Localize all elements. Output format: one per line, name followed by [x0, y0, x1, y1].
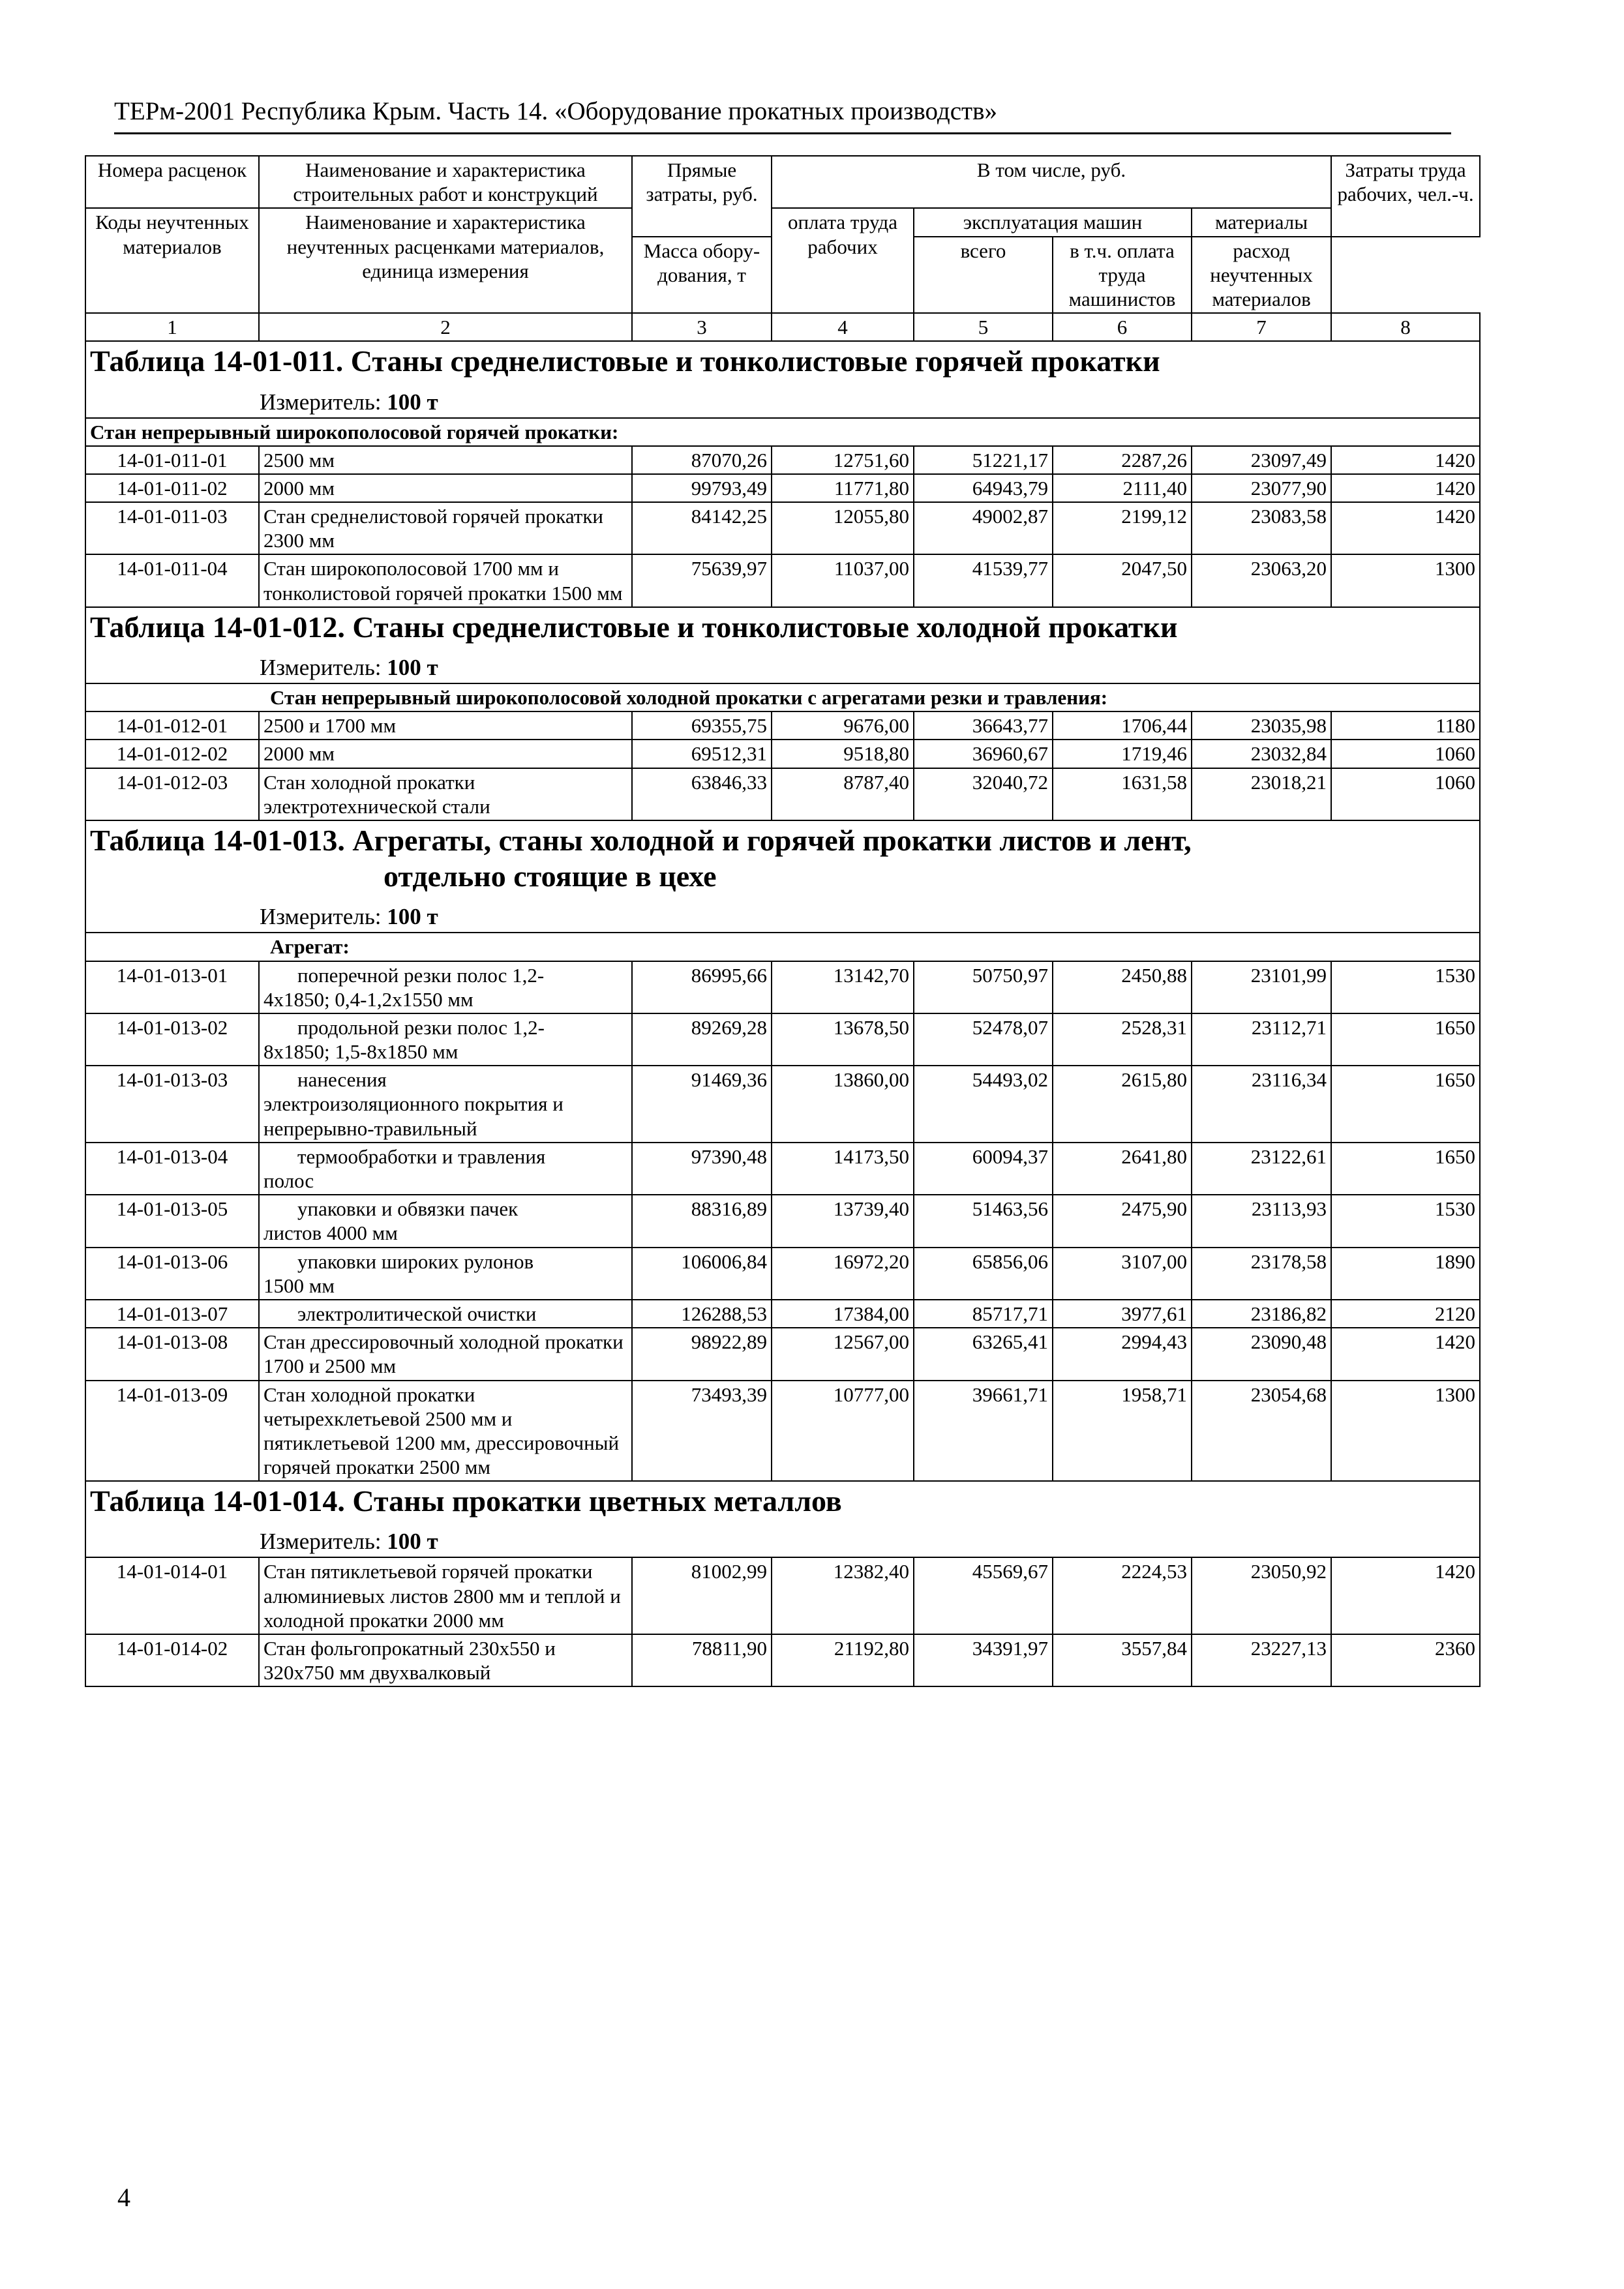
machines-cost: 64943,79	[914, 474, 1053, 502]
machinists-cost: 2528,31	[1053, 1013, 1192, 1066]
col8-bottom-heading: Масса обору-дования, т	[632, 237, 772, 314]
rate-name-first: упаковки и обвязки пачек	[297, 1197, 519, 1221]
materials-cost: 23032,84	[1192, 740, 1331, 768]
subheader: Стан непрерывный широкополосовой горячей прокатки:	[85, 418, 1480, 446]
machines-cost: 45569,67	[914, 1557, 1053, 1634]
rate-code: 14-01-013-06	[85, 1248, 259, 1300]
col5-heading: всего	[914, 237, 1053, 314]
rate-name-first: нанесения	[297, 1068, 387, 1092]
labor-cost: 13142,70	[772, 961, 914, 1013]
rate-name: 2000 мм	[259, 474, 632, 502]
materials-cost: 23186,82	[1192, 1300, 1331, 1328]
materials-cost: 23083,58	[1192, 502, 1331, 554]
direct-cost: 84142,25	[632, 502, 772, 554]
rate-code: 14-01-012-01	[85, 711, 259, 740]
rate-name	[259, 1195, 632, 1247]
materials-heading: материалы	[1192, 208, 1331, 236]
measure-line	[90, 903, 1475, 931]
direct-cost: 88316,89	[632, 1195, 772, 1247]
rate-name: Стан фольгопрокатный 230х550 и 320х750 мм двухвалковый	[259, 1634, 632, 1686]
equipment-mass: 1530	[1331, 1195, 1480, 1247]
machinists-cost: 2111,40	[1053, 474, 1192, 502]
labor-cost: 13678,50	[772, 1013, 914, 1066]
machinists-cost: 3977,61	[1053, 1300, 1192, 1328]
equipment-mass: 1890	[1331, 1248, 1480, 1300]
rate-name: Стан дрессировочный холодной прокатки 1700 и 2500 мм	[259, 1328, 632, 1380]
rate-name-first: упаковки широких рулонов	[297, 1249, 534, 1273]
table-row	[85, 474, 1480, 502]
direct-cost: 91469,36	[632, 1066, 772, 1143]
measure-label: Измеритель:	[260, 1529, 382, 1555]
measure-value: 100 т	[387, 1529, 438, 1555]
direct-cost: 75639,97	[632, 554, 772, 606]
table-row	[85, 1013, 1480, 1066]
equipment-mass: 1530	[1331, 961, 1480, 1013]
machinists-cost: 1958,71	[1053, 1381, 1192, 1482]
rate-name: 2000 мм	[259, 740, 632, 768]
machines-cost: 52478,07	[914, 1013, 1053, 1066]
equipment-mass: 1300	[1331, 1381, 1480, 1482]
machines-cost: 32040,72	[914, 768, 1053, 820]
rate-name-rest: 1500 мм	[263, 1274, 335, 1297]
machinists-cost: 2199,12	[1053, 502, 1192, 554]
col7-heading: расход неучтенных материалов	[1192, 237, 1331, 314]
rate-name	[259, 1066, 632, 1143]
rate-name: 2500 и 1700 мм	[259, 711, 632, 740]
rate-code: 14-01-014-02	[85, 1634, 259, 1686]
column-number: 7	[1192, 313, 1331, 341]
materials-cost: 23113,93	[1192, 1195, 1331, 1247]
materials-cost: 23227,13	[1192, 1634, 1331, 1686]
direct-cost: 106006,84	[632, 1248, 772, 1300]
labor-cost: 9518,80	[772, 740, 914, 768]
rate-code: 14-01-014-01	[85, 1557, 259, 1634]
materials-cost: 23116,34	[1192, 1066, 1331, 1143]
section-title-line1: Таблица 14-01-013. Агрегаты, станы холодной и горячей прокатки листов и лент,	[90, 823, 1192, 857]
machines-cost: 36643,77	[914, 711, 1053, 740]
section-title	[90, 822, 1475, 894]
table-row	[85, 554, 1480, 606]
section-title: Таблица 14-01-014. Станы прокатки цветных металлов	[90, 1484, 842, 1518]
equipment-mass: 1060	[1331, 740, 1480, 768]
column-number: 8	[1331, 313, 1480, 341]
section-title-line2: отдельно стоящие в цехе	[383, 860, 717, 893]
machinists-cost: 2994,43	[1053, 1328, 1192, 1380]
equipment-mass: 1060	[1331, 768, 1480, 820]
materials-cost: 23178,58	[1192, 1248, 1331, 1300]
rate-name-first: термообработки и травления	[297, 1144, 546, 1168]
measure-line	[90, 1528, 1475, 1555]
rate-name	[259, 961, 632, 1013]
machines-cost: 39661,71	[914, 1381, 1053, 1482]
subheader: Стан непрерывный широкополосовой холодной прокатки с агрегатами резки и травления:	[85, 683, 1480, 711]
machines-cost: 50750,97	[914, 961, 1053, 1013]
section-title: Таблица 14-01-012. Станы среднелистовые и тонколистовые холодной прокатки	[90, 610, 1178, 644]
materials-cost: 23035,98	[1192, 711, 1331, 740]
direct-cost: 97390,48	[632, 1143, 772, 1195]
header-rule	[114, 132, 1451, 134]
labor-cost: 13739,40	[772, 1195, 914, 1247]
rate-name-first: продольной резки полос 1,2-	[297, 1015, 545, 1039]
running-header: ТЕРм-2001 Республика Крым. Часть 14. «Оборудование прокатных производств»	[114, 97, 998, 125]
subheader-row	[85, 933, 1480, 961]
table-row	[85, 1634, 1480, 1686]
machinists-cost: 2641,80	[1053, 1143, 1192, 1195]
rate-name	[259, 1248, 632, 1300]
machinists-cost: 1719,46	[1053, 740, 1192, 768]
machinists-cost: 3107,00	[1053, 1248, 1192, 1300]
machines-cost: 51221,17	[914, 446, 1053, 474]
table-row	[85, 1381, 1480, 1482]
machines-cost: 65856,06	[914, 1248, 1053, 1300]
machinists-cost: 2475,90	[1053, 1195, 1192, 1247]
labor-cost: 21192,80	[772, 1634, 914, 1686]
direct-cost: 87070,26	[632, 446, 772, 474]
machinists-cost: 3557,84	[1053, 1634, 1192, 1686]
rate-code: 14-01-012-03	[85, 768, 259, 820]
rate-name-rest: 8х1850; 1,5-8х1850 мм	[263, 1040, 459, 1064]
machinists-cost: 2224,53	[1053, 1557, 1192, 1634]
machines-cost: 34391,97	[914, 1634, 1053, 1686]
rate-code: 14-01-012-02	[85, 740, 259, 768]
equipment-mass: 1420	[1331, 502, 1480, 554]
direct-cost: 89269,28	[632, 1013, 772, 1066]
rate-name-rest: листов 4000 мм	[263, 1221, 398, 1245]
rate-code: 14-01-013-03	[85, 1066, 259, 1143]
rate-code: 14-01-011-04	[85, 554, 259, 606]
col1-bottom-heading: Коды неучтенных материалов	[85, 208, 259, 313]
rate-name-rest: полос	[263, 1169, 314, 1192]
labor-cost: 13860,00	[772, 1066, 914, 1143]
rate-code: 14-01-011-02	[85, 474, 259, 502]
materials-cost: 23097,49	[1192, 446, 1331, 474]
rate-name: Стан пятиклетьевой горячей прокатки алюминиевых листов 2800 мм и теплой и холодной прокатки 2000 мм	[259, 1557, 632, 1634]
direct-cost: 99793,49	[632, 474, 772, 502]
measure-label: Измеритель:	[260, 389, 382, 415]
rate-code: 14-01-013-04	[85, 1143, 259, 1195]
header-row-1	[85, 156, 1480, 208]
direct-cost: 78811,90	[632, 1634, 772, 1686]
col3-heading: Прямые затраты, руб.	[632, 156, 772, 237]
equipment-mass: 1420	[1331, 1328, 1480, 1380]
rate-name: Стан среднелистовой горячей прокатки 2300 мм	[259, 502, 632, 554]
labor-cost: 10777,00	[772, 1381, 914, 1482]
machines-cost: 85717,71	[914, 1300, 1053, 1328]
column-number: 2	[259, 313, 632, 341]
machinists-cost: 2450,88	[1053, 961, 1192, 1013]
col4-heading: оплата труда рабочих	[772, 208, 914, 313]
rate-name: Стан холодной прокатки четырехклетьевой 2500 мм и пятиклетьевой 1200 мм, дрессировочный горячей прокатки 2500 мм	[259, 1381, 632, 1482]
machinists-cost: 2047,50	[1053, 554, 1192, 606]
rate-name: Стан широкополосовой 1700 мм и тонколистовой горячей прокатки 1500 мм	[259, 554, 632, 606]
equipment-mass: 1650	[1331, 1013, 1480, 1066]
machines-cost: 54493,02	[914, 1066, 1053, 1143]
table-row	[85, 1248, 1480, 1300]
equipment-mass: 1180	[1331, 711, 1480, 740]
measure-line	[90, 654, 1475, 681]
group-heading: В том числе, руб.	[772, 156, 1331, 208]
machines-heading: эксплуатация машин	[914, 208, 1192, 236]
materials-cost: 23050,92	[1192, 1557, 1331, 1634]
subheader-row	[85, 418, 1480, 446]
machinists-cost: 2615,80	[1053, 1066, 1192, 1143]
page-number: 4	[117, 2183, 130, 2212]
machinists-cost: 1631,58	[1053, 768, 1192, 820]
equipment-mass: 1300	[1331, 554, 1480, 606]
machines-cost: 49002,87	[914, 502, 1053, 554]
table-row	[85, 768, 1480, 820]
table-row	[85, 1195, 1480, 1247]
table-row	[85, 961, 1480, 1013]
table-row	[85, 1557, 1480, 1634]
subheader: Агрегат:	[85, 933, 1480, 961]
equipment-mass: 1420	[1331, 446, 1480, 474]
direct-cost: 69512,31	[632, 740, 772, 768]
rate-name: Стан холодной прокатки электротехнической стали	[259, 768, 632, 820]
section-title-row	[85, 1481, 1480, 1557]
header-row-2	[85, 208, 1480, 236]
equipment-mass: 2360	[1331, 1634, 1480, 1686]
column-number-row	[85, 313, 1480, 341]
column-number: 6	[1053, 313, 1192, 341]
section-title: Таблица 14-01-011. Станы среднелистовые и тонколистовые горячей прокатки	[90, 344, 1160, 378]
materials-cost: 23122,61	[1192, 1143, 1331, 1195]
table-row	[85, 446, 1480, 474]
direct-cost: 69355,75	[632, 711, 772, 740]
labor-cost: 9676,00	[772, 711, 914, 740]
table-row	[85, 740, 1480, 768]
table-row	[85, 1143, 1480, 1195]
labor-cost: 12382,40	[772, 1557, 914, 1634]
section-title-row	[85, 820, 1480, 933]
col2-bottom-heading: Наименование и характеристика неучтенных расценками материалов, единица измерения	[259, 208, 632, 313]
rate-code: 14-01-013-08	[85, 1328, 259, 1380]
labor-cost: 12751,60	[772, 446, 914, 474]
machines-cost: 63265,41	[914, 1328, 1053, 1380]
equipment-mass: 1650	[1331, 1066, 1480, 1143]
price-table	[85, 155, 1481, 1687]
direct-cost: 81002,99	[632, 1557, 772, 1634]
measure-line	[90, 389, 1475, 416]
col1-top-heading: Номера расценок	[85, 156, 259, 208]
table-row	[85, 1328, 1480, 1380]
labor-cost: 11771,80	[772, 474, 914, 502]
direct-cost: 73493,39	[632, 1381, 772, 1482]
col6-heading: в т.ч. оплата труда машинистов	[1053, 237, 1192, 314]
table-row	[85, 1066, 1480, 1143]
rate-code: 14-01-013-05	[85, 1195, 259, 1247]
direct-cost: 63846,33	[632, 768, 772, 820]
measure-value: 100 т	[387, 655, 438, 680]
column-number: 4	[772, 313, 914, 341]
section-title-row	[85, 607, 1480, 683]
table-row	[85, 502, 1480, 554]
machines-cost: 41539,77	[914, 554, 1053, 606]
rate-name-first: электролитической очистки	[297, 1302, 537, 1325]
rate-name: 2500 мм	[259, 446, 632, 474]
labor-cost: 11037,00	[772, 554, 914, 606]
materials-cost: 23018,21	[1192, 768, 1331, 820]
machinists-cost: 2287,26	[1053, 446, 1192, 474]
col2-top-heading: Наименование и характеристика строительных работ и конструкций	[259, 156, 632, 208]
column-number: 5	[914, 313, 1053, 341]
equipment-mass: 1420	[1331, 474, 1480, 502]
rate-code: 14-01-011-03	[85, 502, 259, 554]
equipment-mass: 1420	[1331, 1557, 1480, 1634]
rate-name	[259, 1300, 632, 1328]
col8-top-heading: Затраты труда рабочих, чел.-ч.	[1331, 156, 1480, 237]
machines-cost: 51463,56	[914, 1195, 1053, 1247]
measure-value: 100 т	[387, 904, 438, 930]
materials-cost: 23112,71	[1192, 1013, 1331, 1066]
measure-label: Измеритель:	[260, 655, 382, 680]
machines-cost: 36960,67	[914, 740, 1053, 768]
rate-code: 14-01-013-01	[85, 961, 259, 1013]
rate-name	[259, 1013, 632, 1066]
labor-cost: 17384,00	[772, 1300, 914, 1328]
measure-label: Измеритель:	[260, 904, 382, 930]
direct-cost: 86995,66	[632, 961, 772, 1013]
machinists-cost: 1706,44	[1053, 711, 1192, 740]
column-number: 3	[632, 313, 772, 341]
materials-cost: 23101,99	[1192, 961, 1331, 1013]
materials-cost: 23054,68	[1192, 1381, 1331, 1482]
direct-cost: 98922,89	[632, 1328, 772, 1380]
table-row	[85, 1300, 1480, 1328]
rate-name-rest: 4х1850; 0,4-1,2х1550 мм	[263, 987, 474, 1011]
rate-name-first: поперечной резки полос 1,2-	[297, 963, 545, 987]
rate-name-rest: электроизоляционного покрытия и непрерывно-травильный	[263, 1092, 564, 1140]
table-row	[85, 711, 1480, 740]
rate-code: 14-01-011-01	[85, 446, 259, 474]
rate-code: 14-01-013-02	[85, 1013, 259, 1066]
labor-cost: 12567,00	[772, 1328, 914, 1380]
subheader-row	[85, 683, 1480, 711]
labor-cost: 16972,20	[772, 1248, 914, 1300]
section-title-row	[85, 341, 1480, 417]
rate-code: 14-01-013-09	[85, 1381, 259, 1482]
measure-value: 100 т	[387, 389, 438, 415]
equipment-mass: 1650	[1331, 1143, 1480, 1195]
machines-cost: 60094,37	[914, 1143, 1053, 1195]
labor-cost: 12055,80	[772, 502, 914, 554]
equipment-mass: 2120	[1331, 1300, 1480, 1328]
labor-cost: 8787,40	[772, 768, 914, 820]
column-number: 1	[85, 313, 259, 341]
materials-cost: 23090,48	[1192, 1328, 1331, 1380]
materials-cost: 23077,90	[1192, 474, 1331, 502]
labor-cost: 14173,50	[772, 1143, 914, 1195]
rate-code: 14-01-013-07	[85, 1300, 259, 1328]
direct-cost: 126288,53	[632, 1300, 772, 1328]
materials-cost: 23063,20	[1192, 554, 1331, 606]
rate-name	[259, 1143, 632, 1195]
